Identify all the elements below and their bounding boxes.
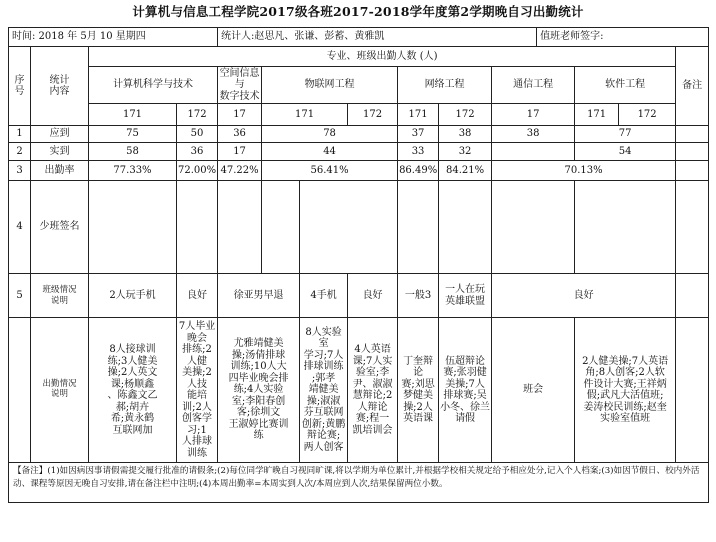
cell: 7人毕业晚会 排练;2人健 美操;2人技 能培训;2人 创客学习;1 人排球训练 xyxy=(177,318,218,463)
major-network: 网络工程 xyxy=(398,67,492,104)
major-cs: 计算机科学与技术 xyxy=(89,67,218,104)
class-sw-171: 171 xyxy=(575,104,619,126)
class-spatial-17: 17 xyxy=(218,104,262,126)
sign-cell xyxy=(89,181,177,274)
row-no: 3 xyxy=(9,161,31,181)
major-spatial: 空间信息与 数字技术 xyxy=(219,67,260,102)
class-comm-17: 17 xyxy=(492,104,575,126)
cell: 58 xyxy=(89,143,177,161)
cell: 44 xyxy=(262,143,398,161)
cell: 32 xyxy=(439,143,492,161)
cell: 33 xyxy=(398,143,439,161)
cell: 77 xyxy=(575,126,676,143)
cell: 一般3 xyxy=(398,274,439,318)
cell: 70.13% xyxy=(492,161,676,181)
class-header-row xyxy=(9,104,709,126)
row-sign xyxy=(9,181,709,274)
cell: 36 xyxy=(177,143,218,161)
cell: 8人实验室 学习;7人 排球训练 ;郭孝 靖健美 操;淑淑 芬互联网 创新;黄鹏 辩论赛; 两人创客 xyxy=(300,318,348,463)
seq-header: 序号 xyxy=(9,47,31,126)
row-label: 出勤率 xyxy=(31,161,89,181)
cell: 86.49% xyxy=(398,161,439,181)
row-expected xyxy=(9,126,709,143)
remark-cell xyxy=(676,161,709,181)
class-net-172: 172 xyxy=(439,104,492,126)
cell: 一人在玩 英雄联盟 xyxy=(439,274,492,318)
sign-cell xyxy=(177,181,218,274)
cell: 8人接球训 练;3人健美 操;2人英文 课;杨顺鑫 、陈鑫文乙 郝;胡卉 希;黄永鹤 互联网加 xyxy=(89,318,177,463)
cell: 4人英语 课;7人实 验室;李 尹、淑淑 慧辩论;2 人辩论 赛;程一 凯培训会 xyxy=(348,318,398,463)
teacher-sign-field: 值班老师签字: xyxy=(537,28,709,47)
row-no: 2 xyxy=(9,143,31,161)
cell: 72.00% xyxy=(177,161,218,181)
class-cs-171: 171 xyxy=(89,104,177,126)
sign-cell xyxy=(262,181,300,274)
cell: 17 xyxy=(218,143,262,161)
major-header-row xyxy=(9,67,709,104)
cell: 2人玩手机 xyxy=(89,274,177,318)
class-sw-172: 172 xyxy=(619,104,676,126)
cell: 36 xyxy=(218,126,262,143)
cell: 良好 xyxy=(492,274,676,318)
cell: 47.22% xyxy=(218,161,262,181)
sign-cell xyxy=(439,181,492,274)
cell: 77.33% xyxy=(89,161,177,181)
cell: 伍超辩论 赛;张羽健 美操;7人 排球赛;吴 小冬、徐兰 请假 xyxy=(439,318,492,463)
remark-cell xyxy=(676,181,709,274)
sign-cell xyxy=(492,181,575,274)
cell: 尤雅靖健美 操;汤倩排球 训练;10人大 四毕业晚会排 练;4人实验 室;李阳春创 客;徐圳文 王淑婷比赛训 练 xyxy=(218,318,300,463)
group-header-row xyxy=(9,47,709,67)
content-header: 统计 内容 xyxy=(31,47,89,126)
row-label: 应到 xyxy=(31,126,89,143)
cell: 54 xyxy=(575,143,676,161)
class-iot-172: 172 xyxy=(348,104,398,126)
cell: 78 xyxy=(262,126,398,143)
class-cs-172: 172 xyxy=(177,104,218,126)
row-attendance-notes xyxy=(9,318,709,463)
page-title: 计算机与信息工程学院2017级各班2017-2018学年度第2学期晚自习出勤统计 xyxy=(132,4,584,19)
attendance-table xyxy=(8,27,709,503)
major-comm: 通信工程 xyxy=(492,67,575,104)
row-label: 少班签名 xyxy=(31,181,89,274)
remark-cell xyxy=(676,274,709,318)
row-class-status xyxy=(9,274,709,318)
remark-cell xyxy=(676,318,709,463)
cell: 84.21% xyxy=(439,161,492,181)
cell: 徐亚男早退 xyxy=(218,274,300,318)
remark-cell xyxy=(676,126,709,143)
cell: 4手机 xyxy=(300,274,348,318)
row-no: 1 xyxy=(9,126,31,143)
cell: 38 xyxy=(492,126,575,143)
row-rate xyxy=(9,161,709,181)
row-no: 5 xyxy=(9,274,31,318)
notes-row xyxy=(9,463,709,503)
cell: 50 xyxy=(177,126,218,143)
cell: 2人健美操;7人英语 角;8人创客;2人软 件设计大赛;王祥炳 假;武凡大活值班; 姜涛校民训练;赵奎 实验室值班 xyxy=(575,318,676,463)
sign-cell xyxy=(398,181,439,274)
cell: 37 xyxy=(398,126,439,143)
class-iot-171: 171 xyxy=(262,104,348,126)
cell: 良好 xyxy=(348,274,398,318)
cell xyxy=(492,143,575,161)
cell: 75 xyxy=(89,126,177,143)
cell: 56.41% xyxy=(262,161,398,181)
major-software: 软件工程 xyxy=(575,67,676,104)
class-net-171: 171 xyxy=(398,104,439,126)
info-row xyxy=(9,28,709,47)
row-no: 4 xyxy=(9,181,31,274)
row-label: 出勤情况 说明 xyxy=(31,318,89,463)
major-iot: 物联网工程 xyxy=(262,67,398,104)
cell: 丁奎辩论 赛;刘思 梦健美 操;2人 英语课 xyxy=(398,318,439,463)
notes-text: 【备注】(1)如因病因事请假需提交履行批准的请假条;(2)每位同学旷晚自习视同旷课,将以学期为单位累计,并根据学校相关规定给予相应处分,记入个人档案;(3)如因节假日、校内外活动、课程等原因无晚自习安排,请在备注栏中注明;(4)本周出勤率=本周实到人次/本周应到人次,结果保留两位小数。 xyxy=(9,463,709,503)
counter-field: 统计人:赵思凡、张谦、彭蓄、黄雅凯 xyxy=(218,28,537,47)
row-actual xyxy=(9,143,709,161)
cell: 班会 xyxy=(492,318,575,463)
sign-cell xyxy=(300,181,398,274)
time-field: 时间: 2018 年 5月 10 星期四 xyxy=(9,28,218,47)
row-label: 实到 xyxy=(31,143,89,161)
sign-cell xyxy=(218,181,262,274)
row-no xyxy=(9,318,31,463)
sign-cell xyxy=(575,181,676,274)
remark-header: 备注 xyxy=(676,47,709,126)
remark-cell xyxy=(676,143,709,161)
group-header: 专业、班级出勤人数 (人) xyxy=(89,47,676,67)
row-label: 班级情况 说明 xyxy=(31,274,89,318)
cell: 38 xyxy=(439,126,492,143)
cell: 良好 xyxy=(177,274,218,318)
